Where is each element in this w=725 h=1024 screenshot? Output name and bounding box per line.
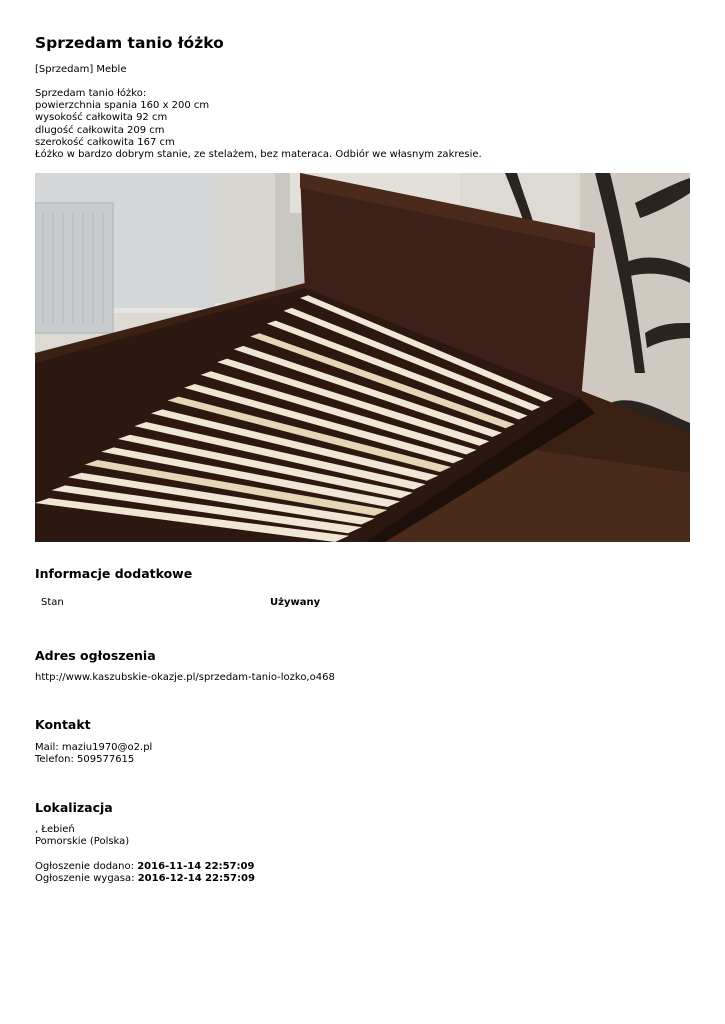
description-line: Łóżko w bardzo dobrym stanie, ze stelażem, bez materaca. Odbiór we własnym zakresie. [35, 149, 482, 161]
info-label: Stan [41, 597, 64, 608]
info-value: Używany [270, 597, 321, 608]
description-line: powierzchnia spania 160 x 200 cm [35, 100, 210, 112]
bed-photo-illustration [35, 173, 690, 542]
location-heading: Lokalizacja [35, 800, 113, 815]
added-value: 2016-11-14 22:57:09 [137, 861, 255, 872]
description-line: wysokość całkowita 92 cm [35, 112, 168, 124]
added-date-row [35, 861, 255, 873]
description-line: szerokość całkowita 167 cm [35, 136, 175, 148]
listing-url[interactable]: http://www.kaszubskie-okazje.pl/sprzedam-tanio-lozko,o468 [35, 672, 335, 683]
page-title: Sprzedam tanio łóżko [35, 34, 224, 52]
expires-date-row [35, 873, 255, 885]
description-line: Sprzedam tanio łóżko: [35, 88, 147, 99]
info-heading: Informacje dodatkowe [35, 566, 193, 581]
contact-mail[interactable]: Mail: maziu1970@o2.pl [35, 742, 153, 753]
description-line: dlugość całkowita 209 cm [35, 124, 165, 136]
location-details [35, 824, 129, 848]
address-heading: Adres ogłoszenia [35, 648, 156, 663]
location-city: , Łebień [35, 824, 75, 835]
listing-dates [35, 861, 255, 885]
expires-value: 2016-12-14 22:57:09 [137, 873, 255, 885]
listing-category: [Sprzedam] Meble [35, 64, 127, 75]
location-region: Pomorskie (Polska) [35, 836, 130, 848]
added-label: Ogłoszenie dodano: [35, 861, 135, 872]
expires-label: Ogłoszenie wygasa: [35, 873, 135, 885]
listing-description [35, 88, 482, 161]
listing-photo[interactable] [35, 173, 690, 542]
contact-heading: Kontakt [35, 717, 91, 732]
contact-details [35, 742, 152, 766]
contact-phone: Telefon: 509577615 [35, 754, 135, 766]
